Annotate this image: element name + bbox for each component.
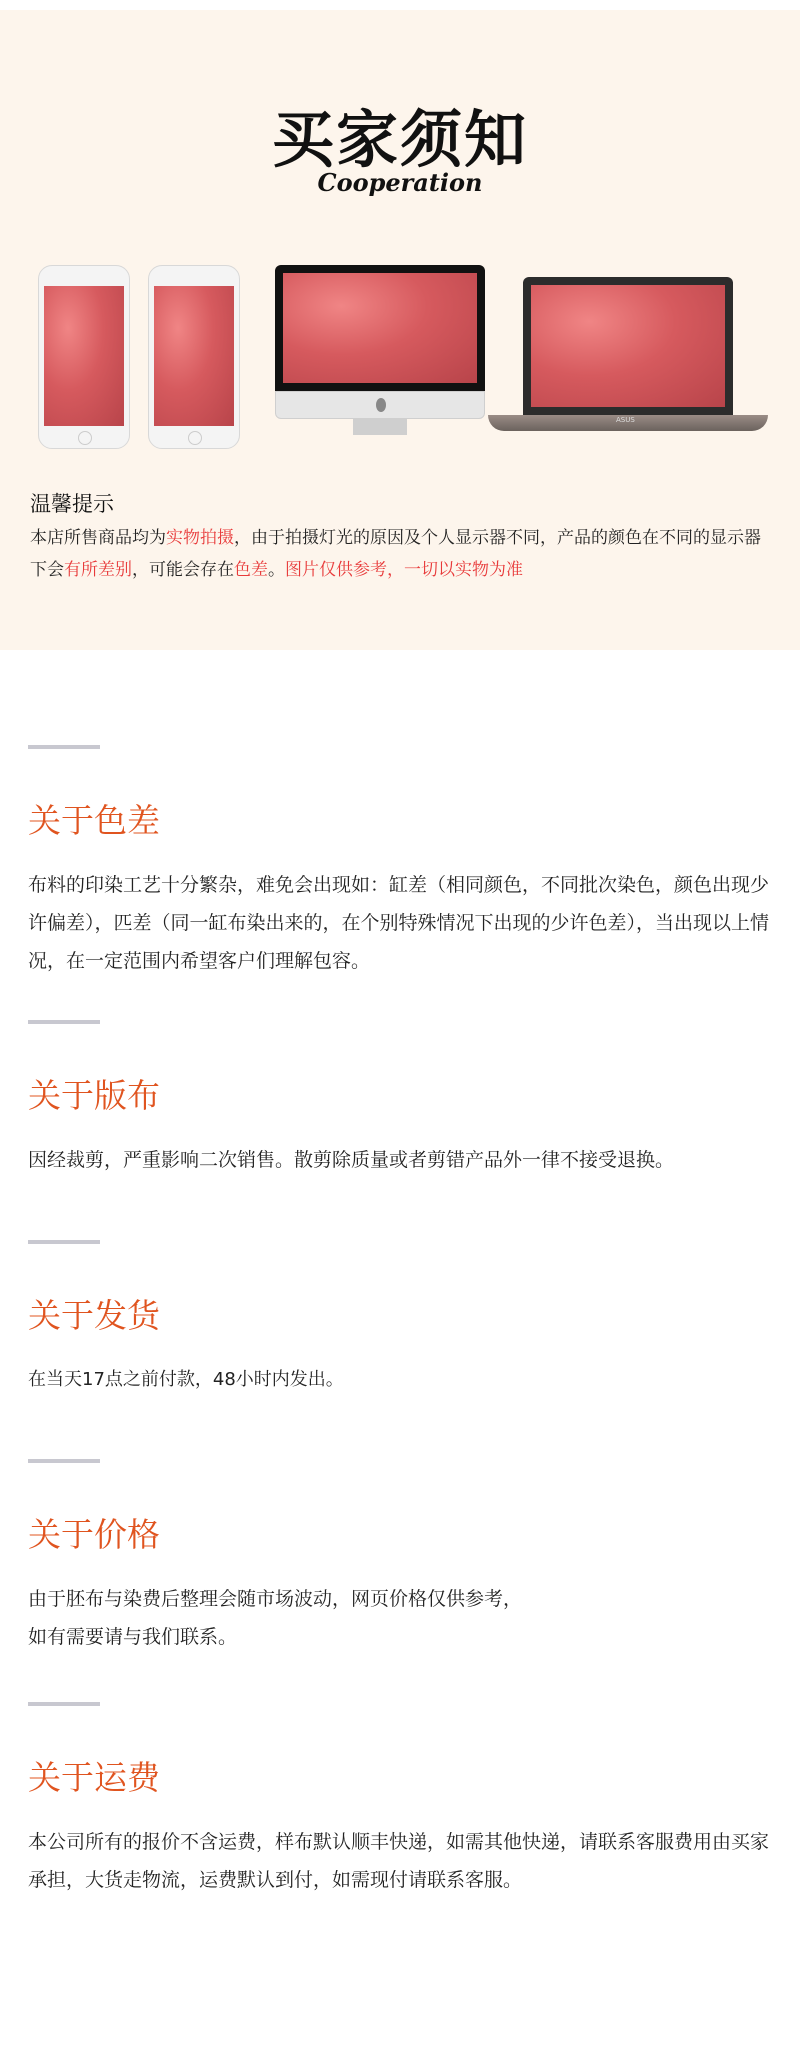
- highlight-text: 实物拍摄: [166, 528, 234, 548]
- hint-text-segment: 。: [268, 560, 285, 580]
- section-divider: [28, 745, 100, 749]
- notice-banner: [0, 10, 800, 650]
- section-title: 关于版布: [28, 1076, 160, 1115]
- hint-text-segment: 本店所售商品均为: [30, 528, 166, 548]
- section-title: 关于发货: [28, 1296, 160, 1335]
- desktop-image: [275, 265, 485, 435]
- section-shipping: [28, 1240, 778, 1399]
- section-text: 布料的印染工艺十分繁杂，难免会出现如：缸差（相同颜色，不同批次染色，颜色出现少许偏差），匹差（同一缸布染出来的，在个别特殊情况下出现的少许色差），当出现以上情况，在一定范围内希望客户们理解包容。: [28, 874, 770, 972]
- phone-image-2: [148, 265, 240, 449]
- section-title: 关于运费: [28, 1758, 160, 1797]
- section-divider: [28, 1020, 100, 1024]
- highlight-text: 色差: [234, 560, 268, 580]
- section-title: 关于价格: [28, 1515, 160, 1554]
- section-text: 在当天17点之前付款，48小时内发出。: [28, 1369, 344, 1390]
- hint-title: 温馨提示: [30, 492, 114, 516]
- hint-text-segment: ，可能会存在: [132, 560, 234, 580]
- page-subtitle: Cooperation: [317, 168, 483, 197]
- section-sample-cloth: [28, 1020, 778, 1179]
- section-color-difference: [28, 745, 778, 980]
- section-price: [28, 1459, 778, 1656]
- page-title: 买家须知: [271, 103, 528, 176]
- section-text: 本公司所有的报价不含运费，样布默认顺丰快递，如需其他快递，请联系客服费用由买家承担，大货走物流，运费默认到付，如需现付请联系客服。: [28, 1831, 770, 1891]
- laptop-image: [488, 277, 768, 447]
- section-title: 关于色差: [28, 801, 160, 840]
- section-text: 因经裁剪，严重影响二次销售。散剪除质量或者剪错产品外一律不接受退换。: [28, 1149, 675, 1171]
- hint-text: [30, 522, 770, 586]
- section-freight: [28, 1702, 778, 1899]
- section-text: 由于胚布与染费后整理会随市场波动，网页价格仅供参考， 如有需要请与我们联系。: [28, 1588, 523, 1648]
- device-illustration: [30, 255, 770, 455]
- apple-logo-icon: [376, 398, 386, 412]
- laptop-brand-label: ASUS: [616, 416, 635, 424]
- section-divider: [28, 1459, 100, 1463]
- section-divider: [28, 1240, 100, 1244]
- section-divider: [28, 1702, 100, 1706]
- highlight-text: 图片仅供参考，一切以实物为准: [285, 560, 523, 580]
- hint-text-segment: ，由于拍摄灯光的原因及个人显示器不同，产品的颜色在不同的显示器下会: [30, 528, 761, 580]
- phone-image-1: [38, 265, 130, 449]
- highlight-text: 有所差别: [64, 560, 132, 580]
